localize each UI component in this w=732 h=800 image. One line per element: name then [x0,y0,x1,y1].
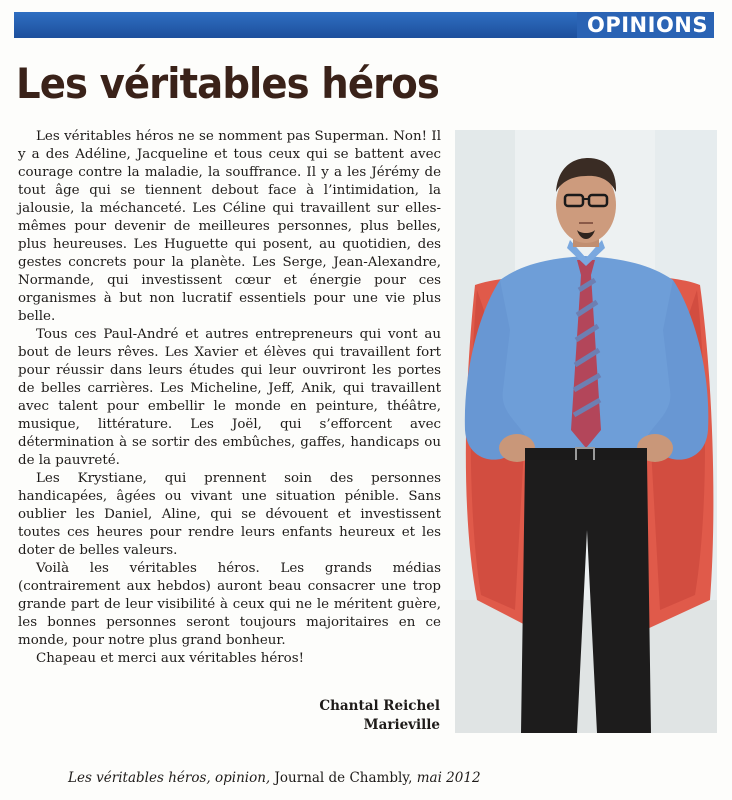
section-banner [14,12,714,38]
caption-title: Les véritables héros, opinion, [68,770,271,786]
caption-date: mai 2012 [416,770,481,786]
author-name: Chantal Reichel [319,698,440,714]
article-paragraph: Chapeau et merci aux véritables héros! [36,651,304,666]
article-paragraph: Les véritables héros ne se nomment pas Superman. Non! Il y a des Adéline, Jacqueline et tous ceux qui se battent avec courage contre la maladie, la souffrance. Il y a les Jérémy de tout âge qui se tiennent debout face à l’intimidation, la jalousie, la méchanceté. Les Céline qui travaillent sur elles-mêmes pour devenir de meilleures personnes, plus belles, plus heureuses. Les Huguette qui posent, au quotidien, des gestes concrets pour la planète. Les Serge, Jean-Alexandre, Normande, qui investissent cœur et énergie pour ces organismes à but non lucratif essentiels pour une vie plus belle. [18,129,441,324]
image-caption [68,769,668,787]
man-in-red-cape-photo [455,130,717,733]
article-body [18,128,441,668]
author-location: Marieville [363,717,440,733]
caption-publication: Journal de Chambly, [274,770,413,786]
article-paragraph: Les Krystiane, qui prennent soin des personnes handicapées, âgées ou vivant une situation pénible. Sans oublier les Daniel, Aline, qui se dévouent et investissent toutes ces heures pour rendre leurs enfants heureux et les doter de belles valeurs. [18,471,441,558]
article-paragraph: Voilà les véritables héros. Les grands médias (contrairement aux hebdos) auront beau consacrer une trop grande part de leur visibilité à ceux qui ne le méritent guère, les bonnes personnes seront toujours majoritaires en ce monde, pour notre plus grand bonheur. [18,561,441,648]
article-headline: Les véritables héros [16,59,439,108]
section-label: OPINIONS [577,12,714,38]
article-paragraph: Tous ces Paul-André et autres entrepreneurs qui vont au bout de leurs rêves. Les Xavier et élèves qui travaillent fort pour réussir dans leurs études qui leur ouvriront les portes de belles carrières. Les Micheline, Jeff, Anik, qui travaillent avec talent pour embellir le monde en peinture, théâtre, musique, littérature. Les Joël, qui s’efforcent avec détermination à se sortir des embûches, gaffes, handicaps ou de la pauvreté. [18,327,441,468]
